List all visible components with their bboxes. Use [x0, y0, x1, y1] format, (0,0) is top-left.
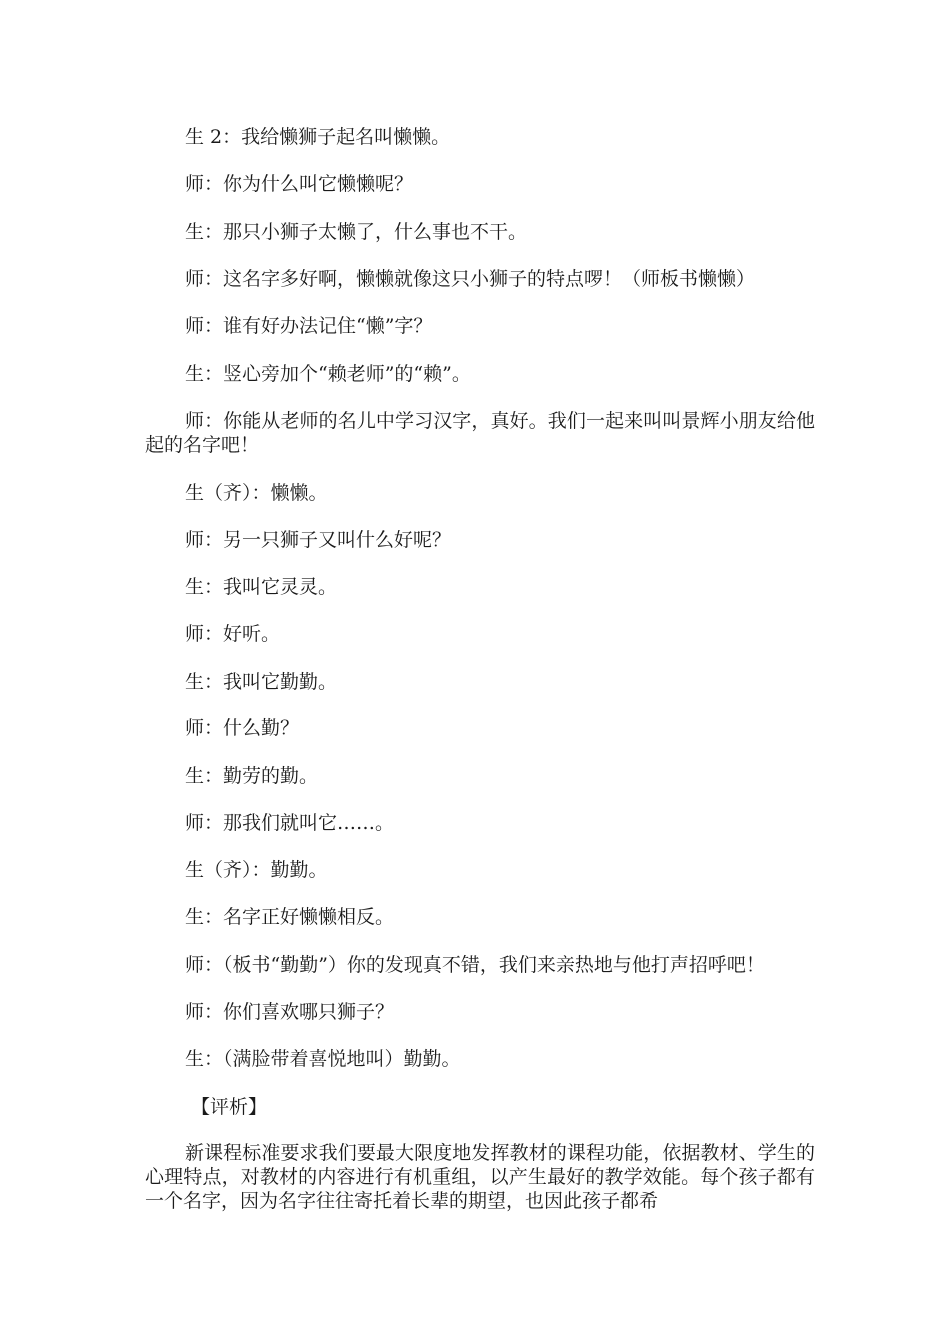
paragraph: 生：竖心旁加个“赖老师”的“赖”。: [185, 363, 471, 385]
paragraph: 生：我叫它灵灵。: [185, 576, 338, 598]
paragraph: 师：你能从老师的名儿中学习汉字，真好。我们一起来叫叫景辉小朋友给他起的名字吧！: [145, 410, 815, 456]
paragraph: 生（齐）：懒懒。: [185, 482, 328, 504]
paragraph: 师：好听。: [185, 623, 281, 645]
paragraph: 生（齐）：勤勤。: [185, 859, 328, 881]
paragraph: 师：另一只狮子又叫什么好呢？: [185, 529, 452, 551]
paragraph: 师：什么勤？: [185, 717, 300, 739]
paragraph: 生：名字正好懒懒相反。: [185, 906, 395, 928]
paragraph: 师：你为什么叫它懒懒呢？: [185, 173, 414, 195]
paragraph: 生：勤劳的勤。: [185, 765, 319, 787]
paragraph: 师：这名字多好啊，懒懒就像这只小狮子的特点啰！（师板书懒懒）: [185, 268, 756, 290]
paragraph: 师：你们喜欢哪只狮子？: [185, 1001, 395, 1023]
paragraph: 生 2：我给懒狮子起名叫懒懒。: [185, 126, 451, 148]
section-heading: 【评析】: [191, 1096, 268, 1118]
paragraph: 师：谁有好办法记住“懒”字？: [185, 315, 433, 337]
paragraph: 师：（板书“勤勤”）你的发现真不错，我们来亲热地与他打声招呼吧！: [185, 954, 765, 976]
paragraph: 新课程标准要求我们要最大限度地发挥教材的课程功能，依据教材、学生的心理特点，对教材的内容进行有机重组，以产生最好的教学效能。每个孩子都有一个名字，因为名字往往寄托着长辈的期望，也因此孩子都希: [145, 1142, 815, 1212]
paragraph: 生：我叫它勤勤。: [185, 671, 338, 693]
paragraph: 生：那只小狮子太懒了，什么事也不干。: [185, 221, 528, 243]
paragraph: 生：（满脸带着喜悦地叫）勤勤。: [185, 1048, 461, 1070]
paragraph: 师：那我们就叫它……。: [185, 812, 395, 834]
